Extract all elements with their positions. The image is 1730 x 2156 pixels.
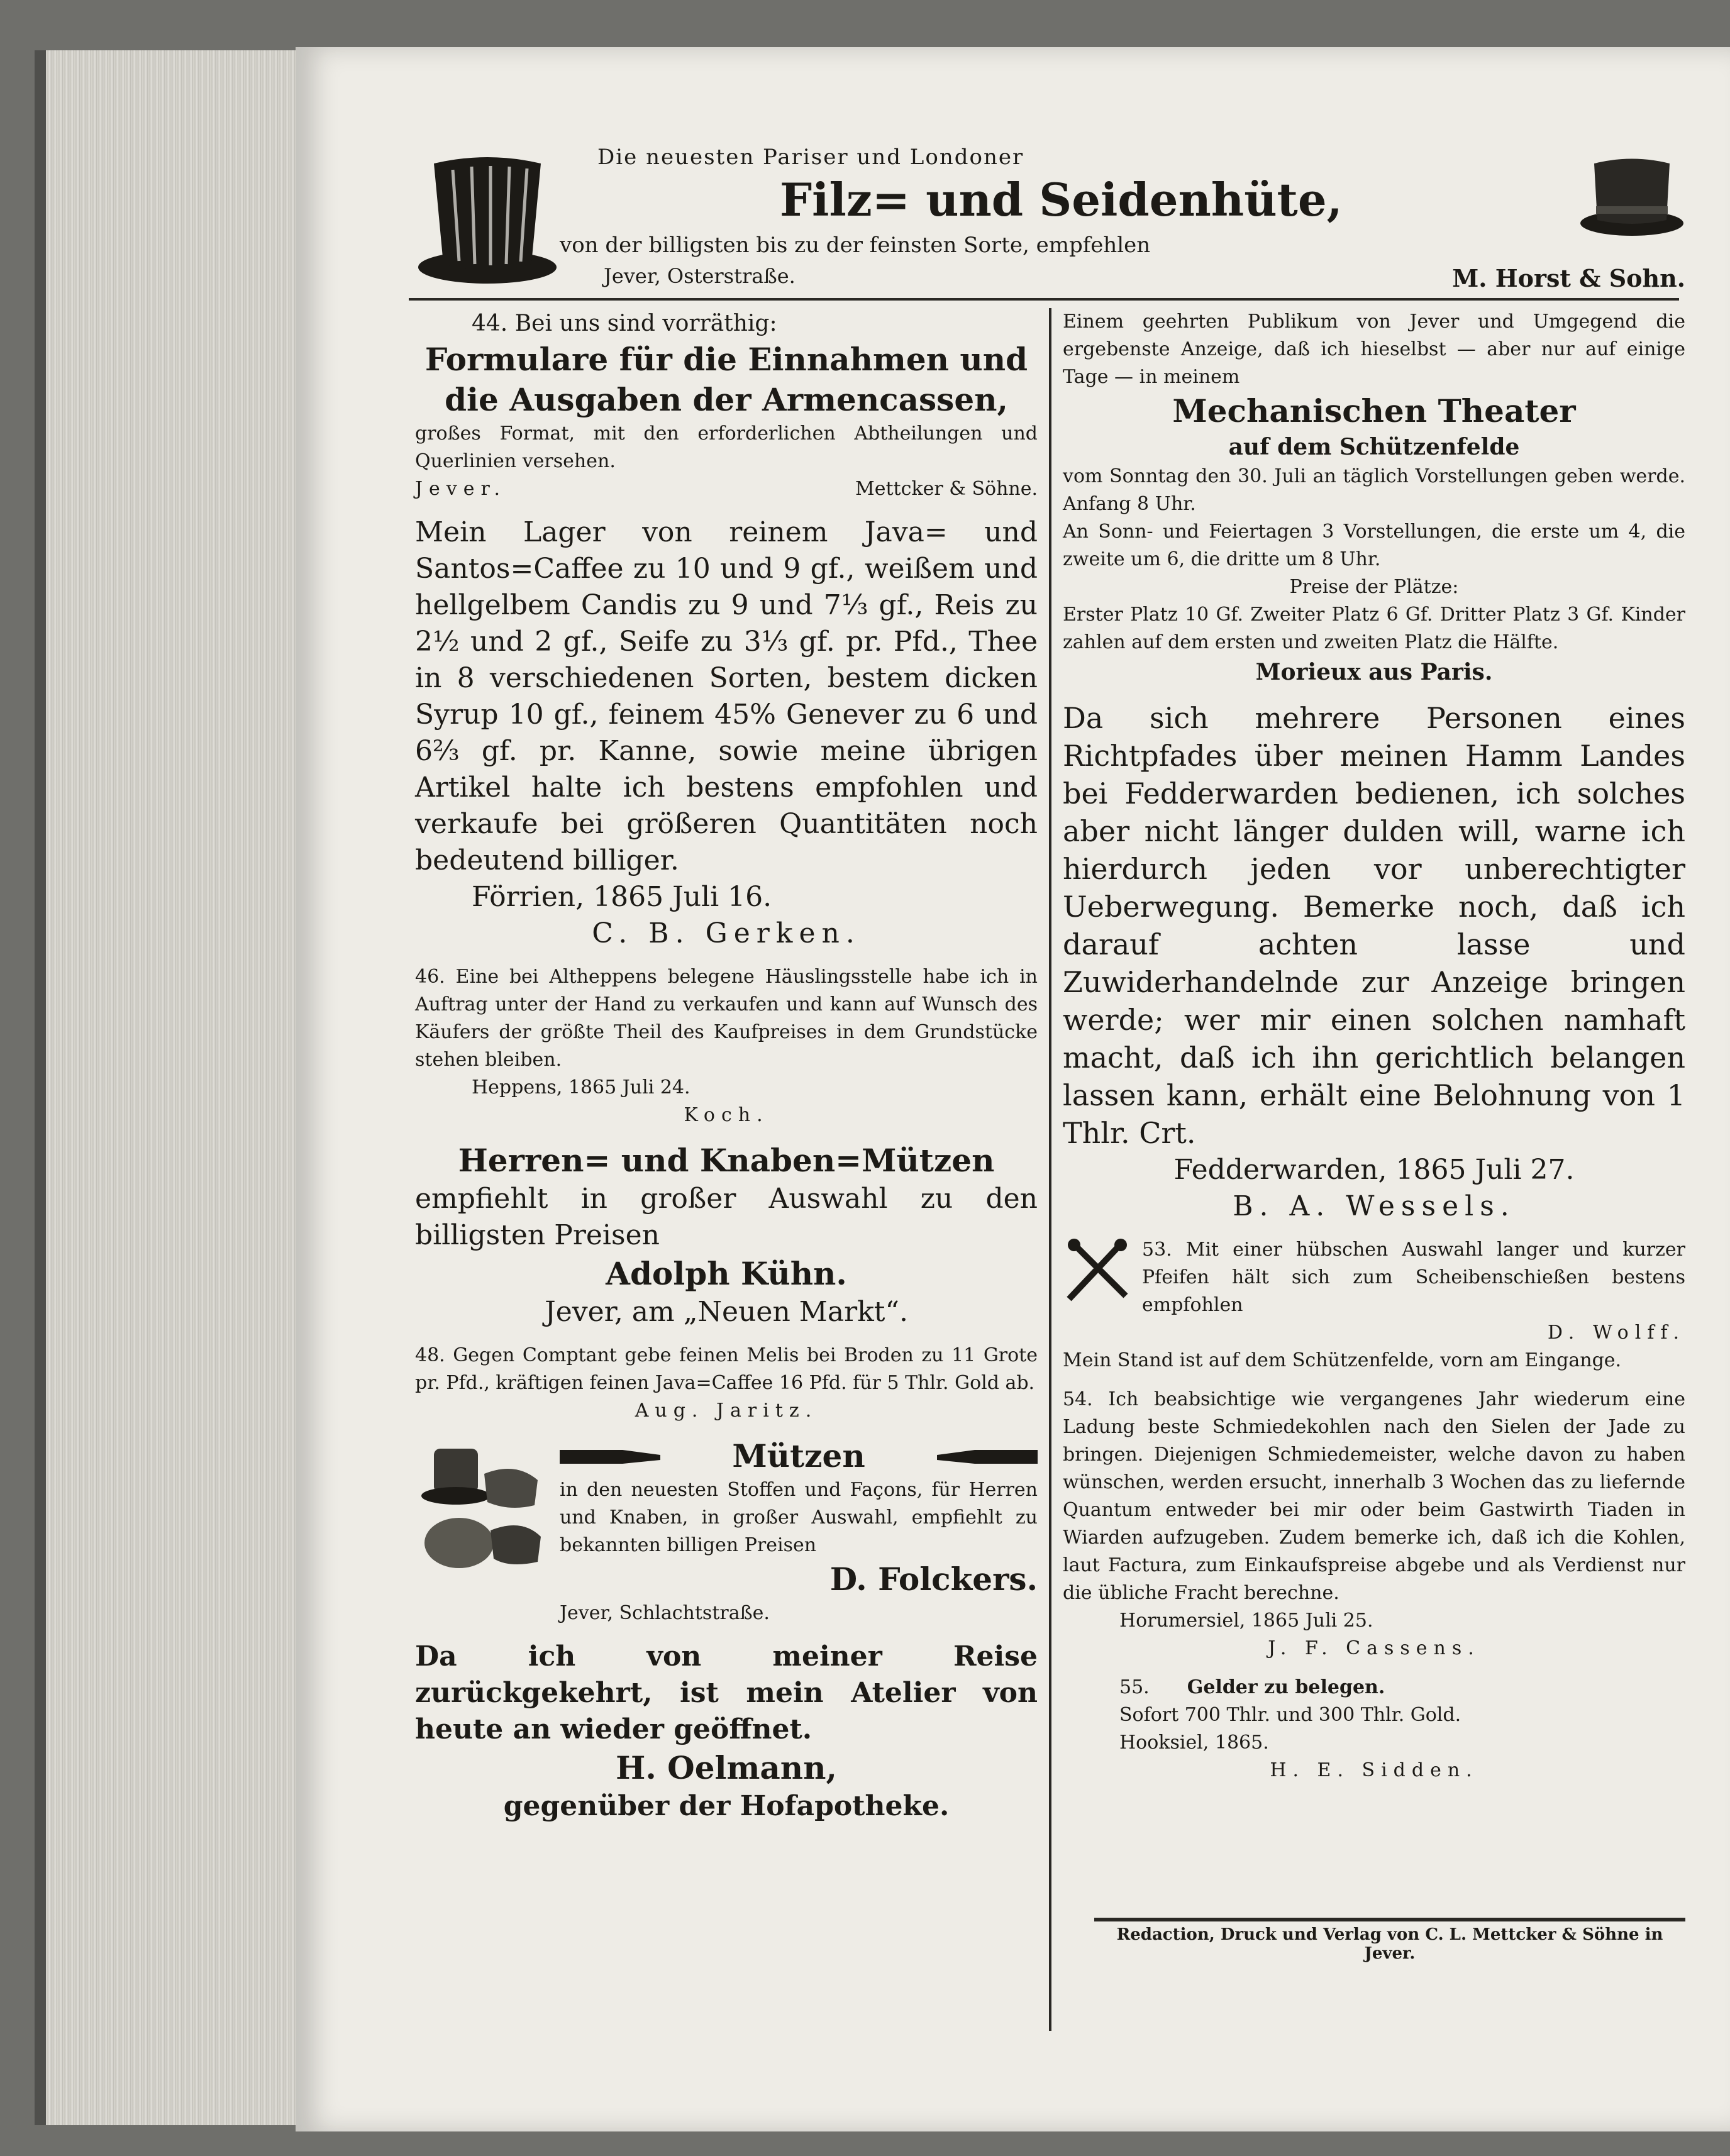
advert-subtitle: auf dem Schützenfelde xyxy=(1228,434,1520,460)
header-title: Filz= und Seidenhüte, xyxy=(780,173,1343,226)
advert-body: Da ich von meiner Reise zurückgekehrt, ist mein Atelier von heute an wieder geöffnet. xyxy=(415,1640,1038,1745)
crossed-pipes-icon xyxy=(1063,1236,1132,1305)
advert-title: Mützen xyxy=(732,1437,865,1474)
advert-gerken xyxy=(415,514,1038,952)
advert-prices-heading: Preise der Plätze: xyxy=(1289,576,1459,598)
advert-date: Förrien, 1865 Juli 16. xyxy=(472,881,772,913)
advert-firm: H. Oelmann, xyxy=(616,1749,837,1786)
advert-date: Hooksiel, 1865. xyxy=(1119,1732,1269,1754)
advert-body: 54. Ich beabsichtige wie vergangenes Jahr wiederum eine Ladung beste Schmiedekohlen nach den Sielen der Jade zu bringen. Diejenigen Schmiedemeister, welche davon zu haben wünschen, werden ersucht, innerhalb 3 Wochen das zu liefernde Quantum entweder bei mir oder beim Gastwirth Tiaden in Wiarden aufzugeben. Zudem bemerke ich, daß ich die Kohlen, laut Factura, zum Einkaufspreise abgebe und als Verdienst nur die übliche Fracht berechne. xyxy=(1063,1388,1685,1604)
advert-intro: Einem geehrten Publikum von Jever und Umgegend die ergebenste Anzeige, daß ich hieselbst — aber nur auf einige Tage — in meinem xyxy=(1063,311,1685,388)
advert-body: in den neuesten Stoffen und Façons, für Herren und Knaben, in großer Auswahl, empfiehlt zu bekannten billigen Preisen xyxy=(560,1479,1038,1556)
imprint-rule xyxy=(1094,1918,1685,1921)
advert-place: Jever, am „Neuen Markt“. xyxy=(545,1296,908,1328)
advert-note: Mein Stand ist auf dem Schützenfelde, vorn am Eingange. xyxy=(1063,1349,1622,1371)
header-rule xyxy=(409,298,1679,301)
advert-55 xyxy=(1063,1674,1685,1784)
advert-body: 53. Mit einer hübschen Auswahl langer und kurzer Pfeifen hält sich zum Scheibenschießen bestens empfohlen xyxy=(1142,1239,1685,1316)
imprint: Redaction, Druck und Verlag von C. L. Mettcker & Söhne in Jever. xyxy=(1116,1925,1663,1963)
advert-body: 46. Eine bei Altheppens belegene Häuslingsstelle habe ich in Auftrag unter der Hand zu verkaufen und kann auf Wunsch des Käufers der größte Theil des Kaufpreises in dem Grundstücke stehen bleiben. xyxy=(415,966,1038,1071)
advert-date: Horumersiel, 1865 Juli 25. xyxy=(1119,1610,1373,1632)
advert-lead: 44. Bei uns sind vorräthig: xyxy=(472,311,777,336)
right-column xyxy=(1063,308,1685,1796)
advert-53 xyxy=(1063,1236,1685,1374)
advert-body: empfiehlt in großer Auswahl zu den billigsten Preisen xyxy=(415,1183,1038,1251)
header-firm: M. Horst & Sohn. xyxy=(1452,264,1685,292)
advert-body: An Sonn- und Feiertagen 3 Vorstellungen, die erste um 4, die zweite um 6, die dritte um 8 Uhr. xyxy=(1063,521,1685,570)
advert-body: Sofort 700 Thlr. und 300 Thlr. Gold. xyxy=(1119,1704,1461,1726)
advert-firm: Mettcker & Söhne. xyxy=(855,478,1038,500)
advert-folckers xyxy=(415,1436,1038,1627)
advert-signature: H. E. Sidden. xyxy=(1270,1759,1478,1781)
advert-44 xyxy=(415,308,1038,503)
advert-signature: D. Wolff. xyxy=(1547,1322,1685,1344)
caps-illustration-icon xyxy=(415,1436,547,1574)
pointing-hand-right-icon xyxy=(560,1437,667,1475)
advert-date: Fedderwarden, 1865 Juli 27. xyxy=(1173,1154,1575,1186)
advert-body: Da sich mehrere Personen eines Richtpfades über meinen Hamm Landes bei Fedderwarden bedienen, ich solches aber nicht länger dulden will, warne ich hierdurch jeden vor unberechtigter Ueberwegung. Bemerke noch, daß ich darauf achten lasse und Zuwiderhandelnde zur Anzeige bringen werde; wer mir einen solchen namhaft macht, daß ich ihn gerichtlich belangen lassen kann, erhält eine Belohnung von 1 Thlr. Crt. xyxy=(1063,701,1685,1150)
advert-lead: 55. xyxy=(1119,1676,1150,1698)
advert-wessels xyxy=(1063,699,1685,1225)
advert-place: gegenüber der Hofapotheke. xyxy=(503,1790,950,1822)
advert-48 xyxy=(415,1342,1038,1425)
advert-signature: C. B. Gerken. xyxy=(592,917,861,949)
advert-title: Mechanischen Theater xyxy=(1172,392,1576,429)
advert-body: 48. Gegen Comptant gebe feinen Melis bei Broden zu 11 Grote pr. Pfd., kräftigen feinen Java=Caffee 16 Pfd. für 5 Thlr. Gold ab. xyxy=(415,1344,1038,1394)
advert-theater xyxy=(1063,308,1685,688)
hat-icon xyxy=(1578,151,1685,239)
left-column xyxy=(415,308,1038,1836)
advert-place: Jever. xyxy=(415,478,507,500)
advert-body: großes Format, mit den erforderlichen Abtheilungen und Querlinien versehen. xyxy=(415,423,1038,472)
advert-54 xyxy=(1063,1386,1685,1662)
pointing-hand-left-icon xyxy=(931,1437,1038,1475)
advert-signature: B. A. Wessels. xyxy=(1233,1190,1516,1222)
top-hat-icon xyxy=(415,151,560,289)
advert-signature: J. F. Cassens. xyxy=(1268,1637,1480,1659)
advert-title: Gelder zu belegen. xyxy=(1187,1676,1385,1698)
header-subtitle: von der billigsten bis zu der feinsten Sorte, empfehlen xyxy=(560,233,1151,258)
header-place: Jever, Osterstraße. xyxy=(604,264,796,288)
advert-prices: Erster Platz 10 Gf. Zweiter Platz 6 Gf. Dritter Platz 3 Gf. Kinder zahlen auf dem ersten und zweiten Platz die Hälfte. xyxy=(1063,604,1685,653)
advert-place: Jever, Schlachtstraße. xyxy=(560,1602,770,1624)
advert-title: Herren= und Knaben=Mützen xyxy=(458,1142,995,1179)
advert-signature: Koch. xyxy=(684,1104,769,1126)
advert-body: Mein Lager von reinem Java= und Santos=Caffee zu 10 und 9 gf., weißem und hellgelbem Candis zu 9 und 7⅓ gf., Reis zu 2½ und 2 gf., Seife zu 3⅓ gf. pr. Pfd., Thee in 8 verschiedenen Sorten, bestem dicken Syrup 10 gf., feinem 45% Genever zu 6 und 6⅔ gf. pr. Kanne, sowie meine übrigen Artikel halte ich bestens empfohlen und verkaufe bei größeren Quantitäten noch bedeutend billiger. xyxy=(415,516,1038,876)
header-advert xyxy=(415,138,1685,296)
column-divider xyxy=(1049,308,1051,2031)
advert-firm: Adolph Kühn. xyxy=(606,1255,847,1292)
advert-title: Formulare für die Einnahmen und die Ausgaben der Armencassen, xyxy=(424,341,1028,418)
advert-firm: D. Folckers. xyxy=(829,1561,1038,1598)
advert-body: vom Sonntag den 30. Juli an täglich Vorstellungen geben werde. Anfang 8 Uhr. xyxy=(1063,465,1685,515)
advert-signature: Aug. Jaritz. xyxy=(635,1400,818,1422)
advert-oelmann xyxy=(415,1639,1038,1825)
advert-date: Heppens, 1865 Juli 24. xyxy=(472,1076,690,1098)
advert-kuehn xyxy=(415,1141,1038,1330)
advert-signature: Morieux aus Paris. xyxy=(1255,659,1493,685)
advert-46 xyxy=(415,963,1038,1129)
header-top-line: Die neuesten Pariser und Londoner xyxy=(597,145,1024,170)
